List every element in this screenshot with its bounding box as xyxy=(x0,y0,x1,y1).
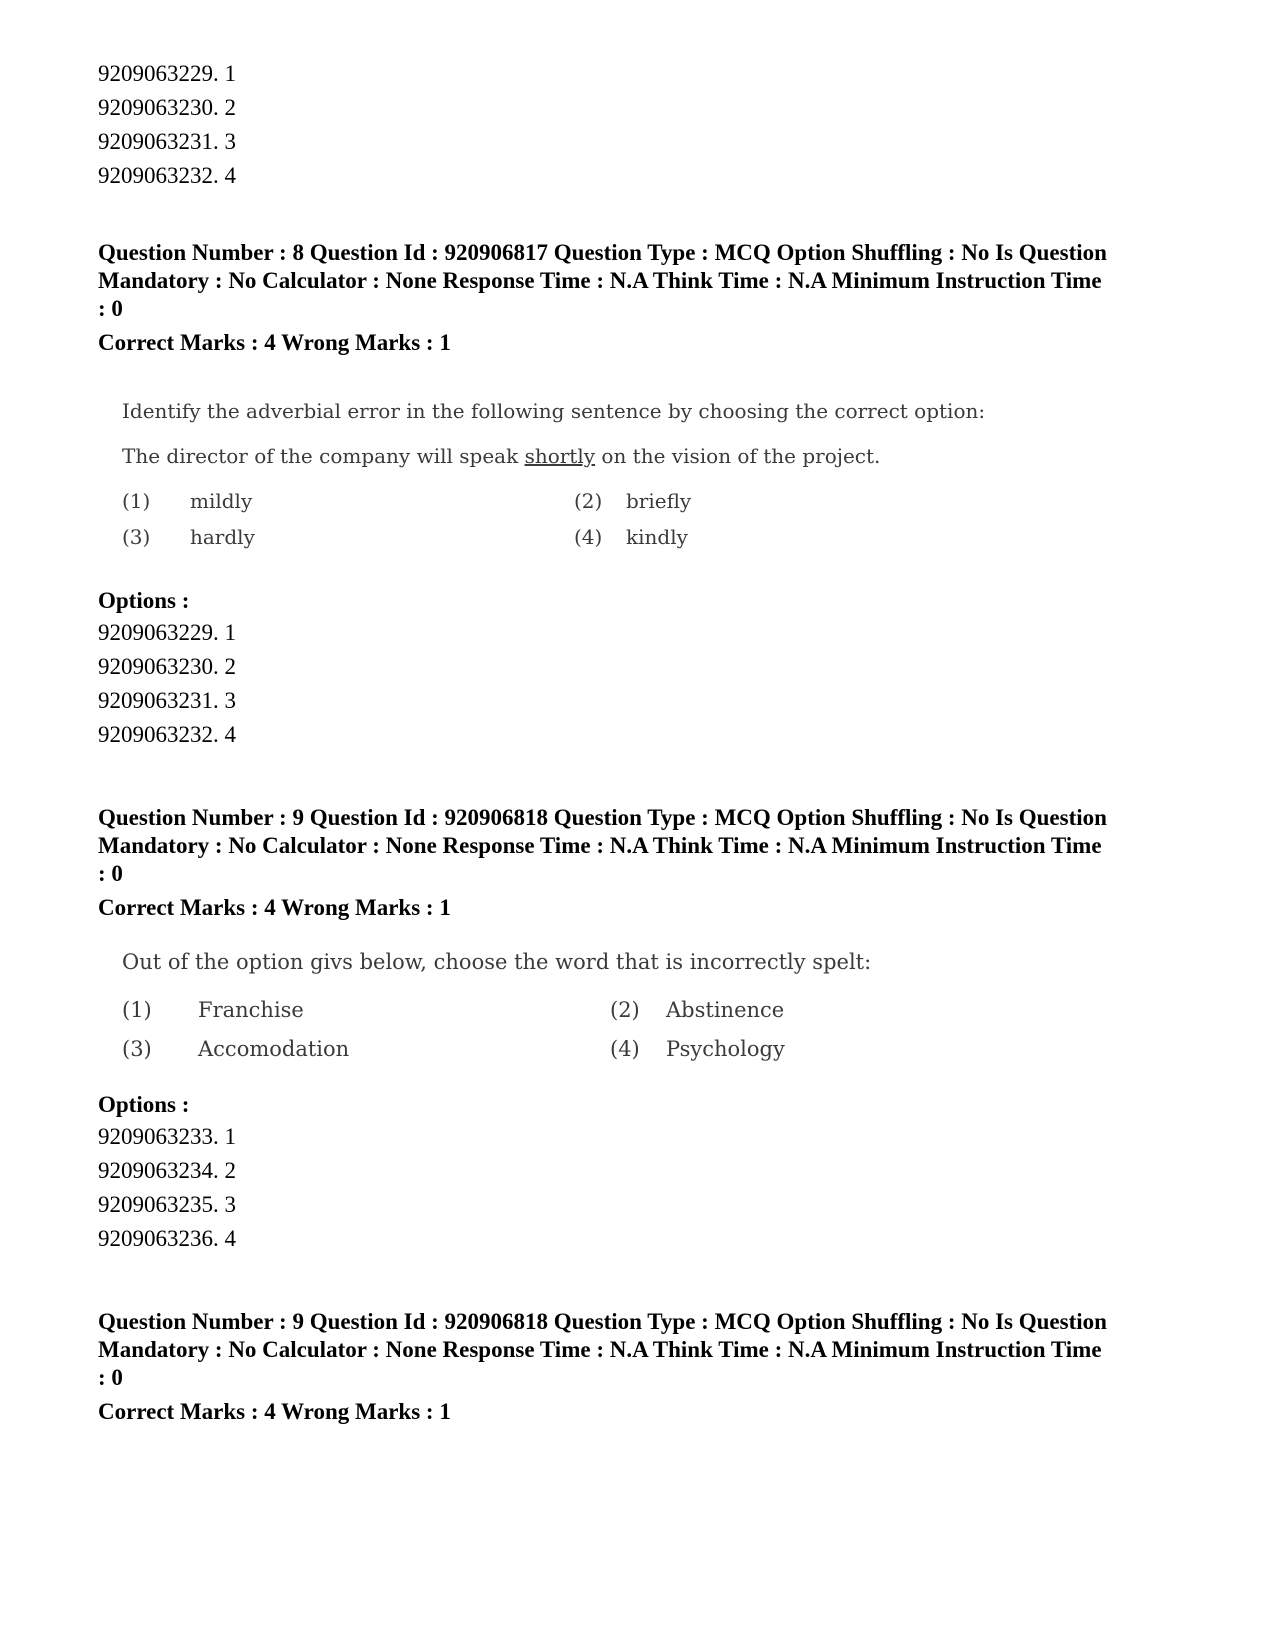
choice-text: Franchise xyxy=(198,998,304,1022)
option-line: 9209063236. 4 xyxy=(98,1226,236,1251)
option-line: 9209063229. 1 xyxy=(98,620,236,645)
question-9-header xyxy=(98,804,1198,922)
choice-number: (2) xyxy=(610,998,640,1022)
answer-choice xyxy=(574,524,688,550)
option-line: 9209063231. 3 xyxy=(98,688,236,713)
option-line: 9209063234. 2 xyxy=(98,1158,236,1183)
question-sentence xyxy=(122,443,880,469)
choice-number: (3) xyxy=(122,1037,152,1061)
question-marks: Correct Marks : 4 Wrong Marks : 1 xyxy=(98,330,451,355)
options-heading: Options : xyxy=(98,588,190,613)
question-meta: Question Number : 9 Question Id : 920906818 Question Type : MCQ Option Shuffling : No Is Question Mandatory : No Calculator : None Response Time : N.A Think Time : N.A Minimum Instruction Time : 0 xyxy=(98,1309,1107,1390)
question-8-options xyxy=(98,586,1198,752)
sentence-part: The director of the company will speak xyxy=(122,444,525,468)
answer-choice xyxy=(122,524,255,550)
option-line: 9209063231. 3 xyxy=(98,129,236,154)
choice-text: hardly xyxy=(190,525,255,549)
option-line: 9209063232. 4 xyxy=(98,722,236,747)
top-options-list xyxy=(98,57,1198,193)
choice-number: (2) xyxy=(574,489,603,513)
question-marks: Correct Marks : 4 Wrong Marks : 1 xyxy=(98,895,451,920)
question-meta: Question Number : 9 Question Id : 920906818 Question Type : MCQ Option Shuffling : No Is Question Mandatory : No Calculator : None Response Time : N.A Think Time : N.A Minimum Instruction Time : 0 xyxy=(98,805,1107,886)
question-marks: Correct Marks : 4 Wrong Marks : 1 xyxy=(98,1399,451,1424)
answer-choice xyxy=(122,1036,350,1062)
choice-number: (3) xyxy=(122,525,151,549)
underlined-word: shortly xyxy=(524,444,596,468)
question-9-options xyxy=(98,1090,1198,1256)
choice-text: kindly xyxy=(626,525,688,549)
option-line: 9209063230. 2 xyxy=(98,654,236,679)
option-line: 9209063235. 3 xyxy=(98,1192,236,1217)
option-line: 9209063232. 4 xyxy=(98,163,236,188)
options-heading: Options : xyxy=(98,1092,190,1117)
question-meta: Question Number : 8 Question Id : 920906817 Question Type : MCQ Option Shuffling : No Is Question Mandatory : No Calculator : None Response Time : N.A Think Time : N.A Minimum Instruction Time : 0 xyxy=(98,240,1107,321)
answer-choice xyxy=(122,488,253,514)
answer-choice xyxy=(122,997,304,1023)
question-8-header xyxy=(98,239,1198,357)
answer-choice xyxy=(610,997,785,1023)
choice-number: (1) xyxy=(122,489,151,513)
question-8-body xyxy=(122,398,1022,548)
question-9-body xyxy=(122,949,1022,1069)
question-text: Out of the option givs below, choose the word that is incorrectly spelt: xyxy=(122,950,872,974)
choice-text: Abstinence xyxy=(666,998,785,1022)
option-line: 9209063230. 2 xyxy=(98,95,236,120)
option-line: 9209063233. 1 xyxy=(98,1124,236,1149)
question-text: Identify the adverbial error in the following sentence by choosing the correct option: xyxy=(122,399,986,423)
choice-text: mildly xyxy=(190,489,253,513)
choice-number: (1) xyxy=(122,998,152,1022)
choice-number: (4) xyxy=(610,1037,640,1061)
choice-text: Accomodation xyxy=(198,1037,350,1061)
sentence-part: on the vision of the project. xyxy=(595,444,881,468)
answer-choice xyxy=(574,488,692,514)
choice-text: briefly xyxy=(626,489,692,513)
choice-text: Psychology xyxy=(666,1037,785,1061)
option-line: 9209063229. 1 xyxy=(98,61,236,86)
choice-number: (4) xyxy=(574,525,603,549)
question-9-repeat-header xyxy=(98,1308,1198,1426)
answer-choice xyxy=(610,1036,785,1062)
